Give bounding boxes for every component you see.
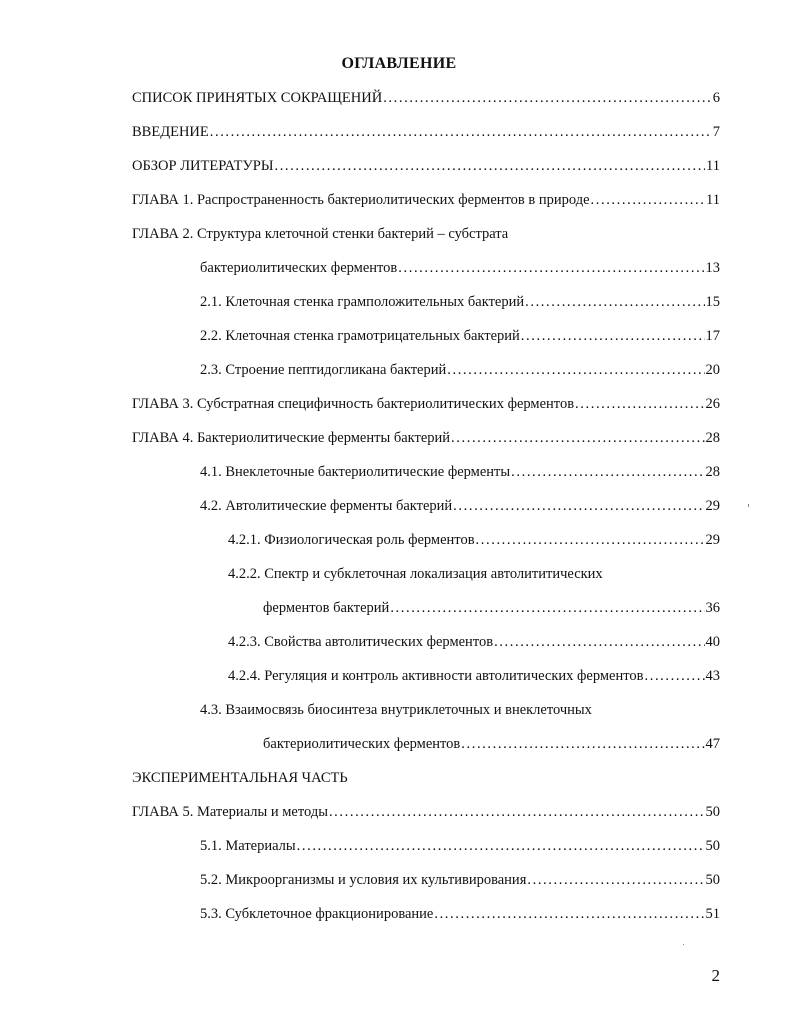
toc-entry-page: 11 [706, 158, 720, 174]
scan-speck [683, 944, 684, 945]
toc-leader [527, 872, 704, 889]
toc-leader [525, 294, 704, 311]
toc-entry [263, 600, 720, 620]
toc-entry-page: 43 [705, 668, 720, 684]
toc-entry-page: 47 [705, 736, 720, 752]
toc-leader [521, 328, 705, 345]
toc-entry-page: 6 [712, 90, 720, 106]
toc-entry-page: 17 [705, 328, 720, 344]
toc-entry-page: 50 [705, 804, 720, 820]
toc-entry [132, 124, 720, 144]
toc-leader [461, 736, 704, 753]
toc-entry-text: ВВЕДЕНИЕ [132, 124, 209, 140]
toc-entry-text: 4.2.1. Физиологическая роль ферментов [228, 532, 475, 548]
toc-leader [329, 804, 705, 821]
toc-entry [263, 736, 720, 756]
toc-entry [200, 872, 720, 892]
toc-entry-page: 28 [705, 430, 720, 446]
toc-leader [476, 532, 705, 549]
toc-entry-text: 4.2.4. Регуляция и контроль активности автолитических ферментов [228, 668, 644, 684]
toc-entry-page: 29 [705, 498, 720, 514]
toc-entry [200, 838, 720, 858]
toc-entry [132, 770, 720, 790]
toc-leader [434, 906, 704, 923]
scan-speck [748, 504, 749, 507]
toc-entry-page: 28 [705, 464, 720, 480]
toc-entry-text: 2.3. Строение пептидогликана бактерий [200, 362, 447, 378]
toc-entry [200, 906, 720, 926]
toc-entry-page: 26 [705, 396, 720, 412]
toc-entry [200, 294, 720, 314]
toc-leader [383, 90, 712, 107]
toc-entry-page: 11 [706, 192, 720, 208]
toc-leader [390, 600, 704, 617]
page-title: ОГЛАВЛЕНИЕ [341, 55, 457, 72]
toc-entry [200, 702, 720, 722]
toc-entry-text: ферментов бактерий [263, 600, 390, 616]
toc-entry [132, 90, 720, 110]
toc-entry-page: 36 [705, 600, 720, 616]
toc-entry-text: 4.3. Взаимосвязь биосинтеза внутриклеточных и внеклеточных [200, 702, 592, 718]
toc-leader [451, 430, 704, 447]
toc-entry-page: 29 [705, 532, 720, 548]
toc-entry [132, 158, 720, 178]
toc-entry [132, 430, 720, 450]
toc-leader [210, 124, 712, 141]
toc-entry-text: 4.2.2. Спектр и субклеточная локализация автолититических [228, 566, 603, 582]
toc-entry-text: СПИСОК ПРИНЯТЫХ СОКРАЩЕНИЙ [132, 90, 383, 106]
toc-leader [398, 260, 704, 277]
toc-leader [511, 464, 704, 481]
toc-entry [200, 260, 720, 280]
toc-entry-text: ЭКСПЕРИМЕНТАЛЬНАЯ ЧАСТЬ [132, 770, 348, 786]
toc-entry-page: 50 [705, 838, 720, 854]
toc-entry-text: бактериолитических ферментов [200, 260, 398, 276]
toc-entry-text: 5.2. Микроорганизмы и условия их культивирования [200, 872, 527, 888]
toc-entry-page: 7 [712, 124, 720, 140]
toc-leader [274, 158, 705, 175]
toc-leader [447, 362, 704, 379]
toc-entry-page: 50 [705, 872, 720, 888]
toc-entry-text: 2.2. Клеточная стенка грамотрицательных бактерий [200, 328, 520, 344]
toc-entry-page: 20 [705, 362, 720, 378]
toc-leader [453, 498, 704, 515]
toc-entry-text: ОБЗОР ЛИТЕРАТУРЫ [132, 158, 274, 174]
toc-leader [645, 668, 705, 685]
toc-entry-page: 40 [705, 634, 720, 650]
toc-entry-text: 4.2. Автолитические ферменты бактерий [200, 498, 453, 514]
toc-entry-text: 4.2.3. Свойства автолитических ферментов [228, 634, 494, 650]
toc-entry [228, 566, 720, 586]
toc-leader [297, 838, 705, 855]
toc-entry [200, 464, 720, 484]
toc-leader [591, 192, 706, 209]
toc-entry-text: 5.3. Субклеточное фракционирование [200, 906, 434, 922]
page-number: 2 [711, 966, 720, 985]
toc-entry-page: 51 [705, 906, 720, 922]
toc-entry-text: ГЛАВА 2. Структура клеточной стенки бактерий – субстрата [132, 226, 509, 242]
toc-entry [132, 804, 720, 824]
toc-entry-page: 13 [705, 260, 720, 276]
toc-entry [132, 226, 720, 246]
toc-entry-text: ГЛАВА 4. Бактериолитические ферменты бактерий [132, 430, 451, 446]
toc-entry [200, 498, 720, 518]
toc-entry [200, 362, 720, 382]
toc-entry-text: бактериолитических ферментов [263, 736, 461, 752]
toc-entry [132, 192, 720, 212]
toc-entry [228, 532, 720, 552]
toc-leader [575, 396, 704, 413]
toc-entry-text: ГЛАВА 5. Материалы и методы [132, 804, 328, 820]
toc-entry-text: 5.1. Материалы [200, 838, 296, 854]
toc-entry-text: 4.1. Внеклеточные бактериолитические ферменты [200, 464, 511, 480]
toc-entry-text: ГЛАВА 3. Субстратная специфичность бактериолитических ферментов [132, 396, 575, 412]
toc-leader [494, 634, 704, 651]
toc-entry [132, 396, 720, 416]
toc-entry [228, 634, 720, 654]
toc-entry-page: 15 [705, 294, 720, 310]
toc-entry [200, 328, 720, 348]
toc-entry-text: 2.1. Клеточная стенка грамположительных бактерий [200, 294, 525, 310]
toc-entry-text: ГЛАВА 1. Распространенность бактериолитических ферментов в природе [132, 192, 590, 208]
toc-entry [228, 668, 720, 688]
